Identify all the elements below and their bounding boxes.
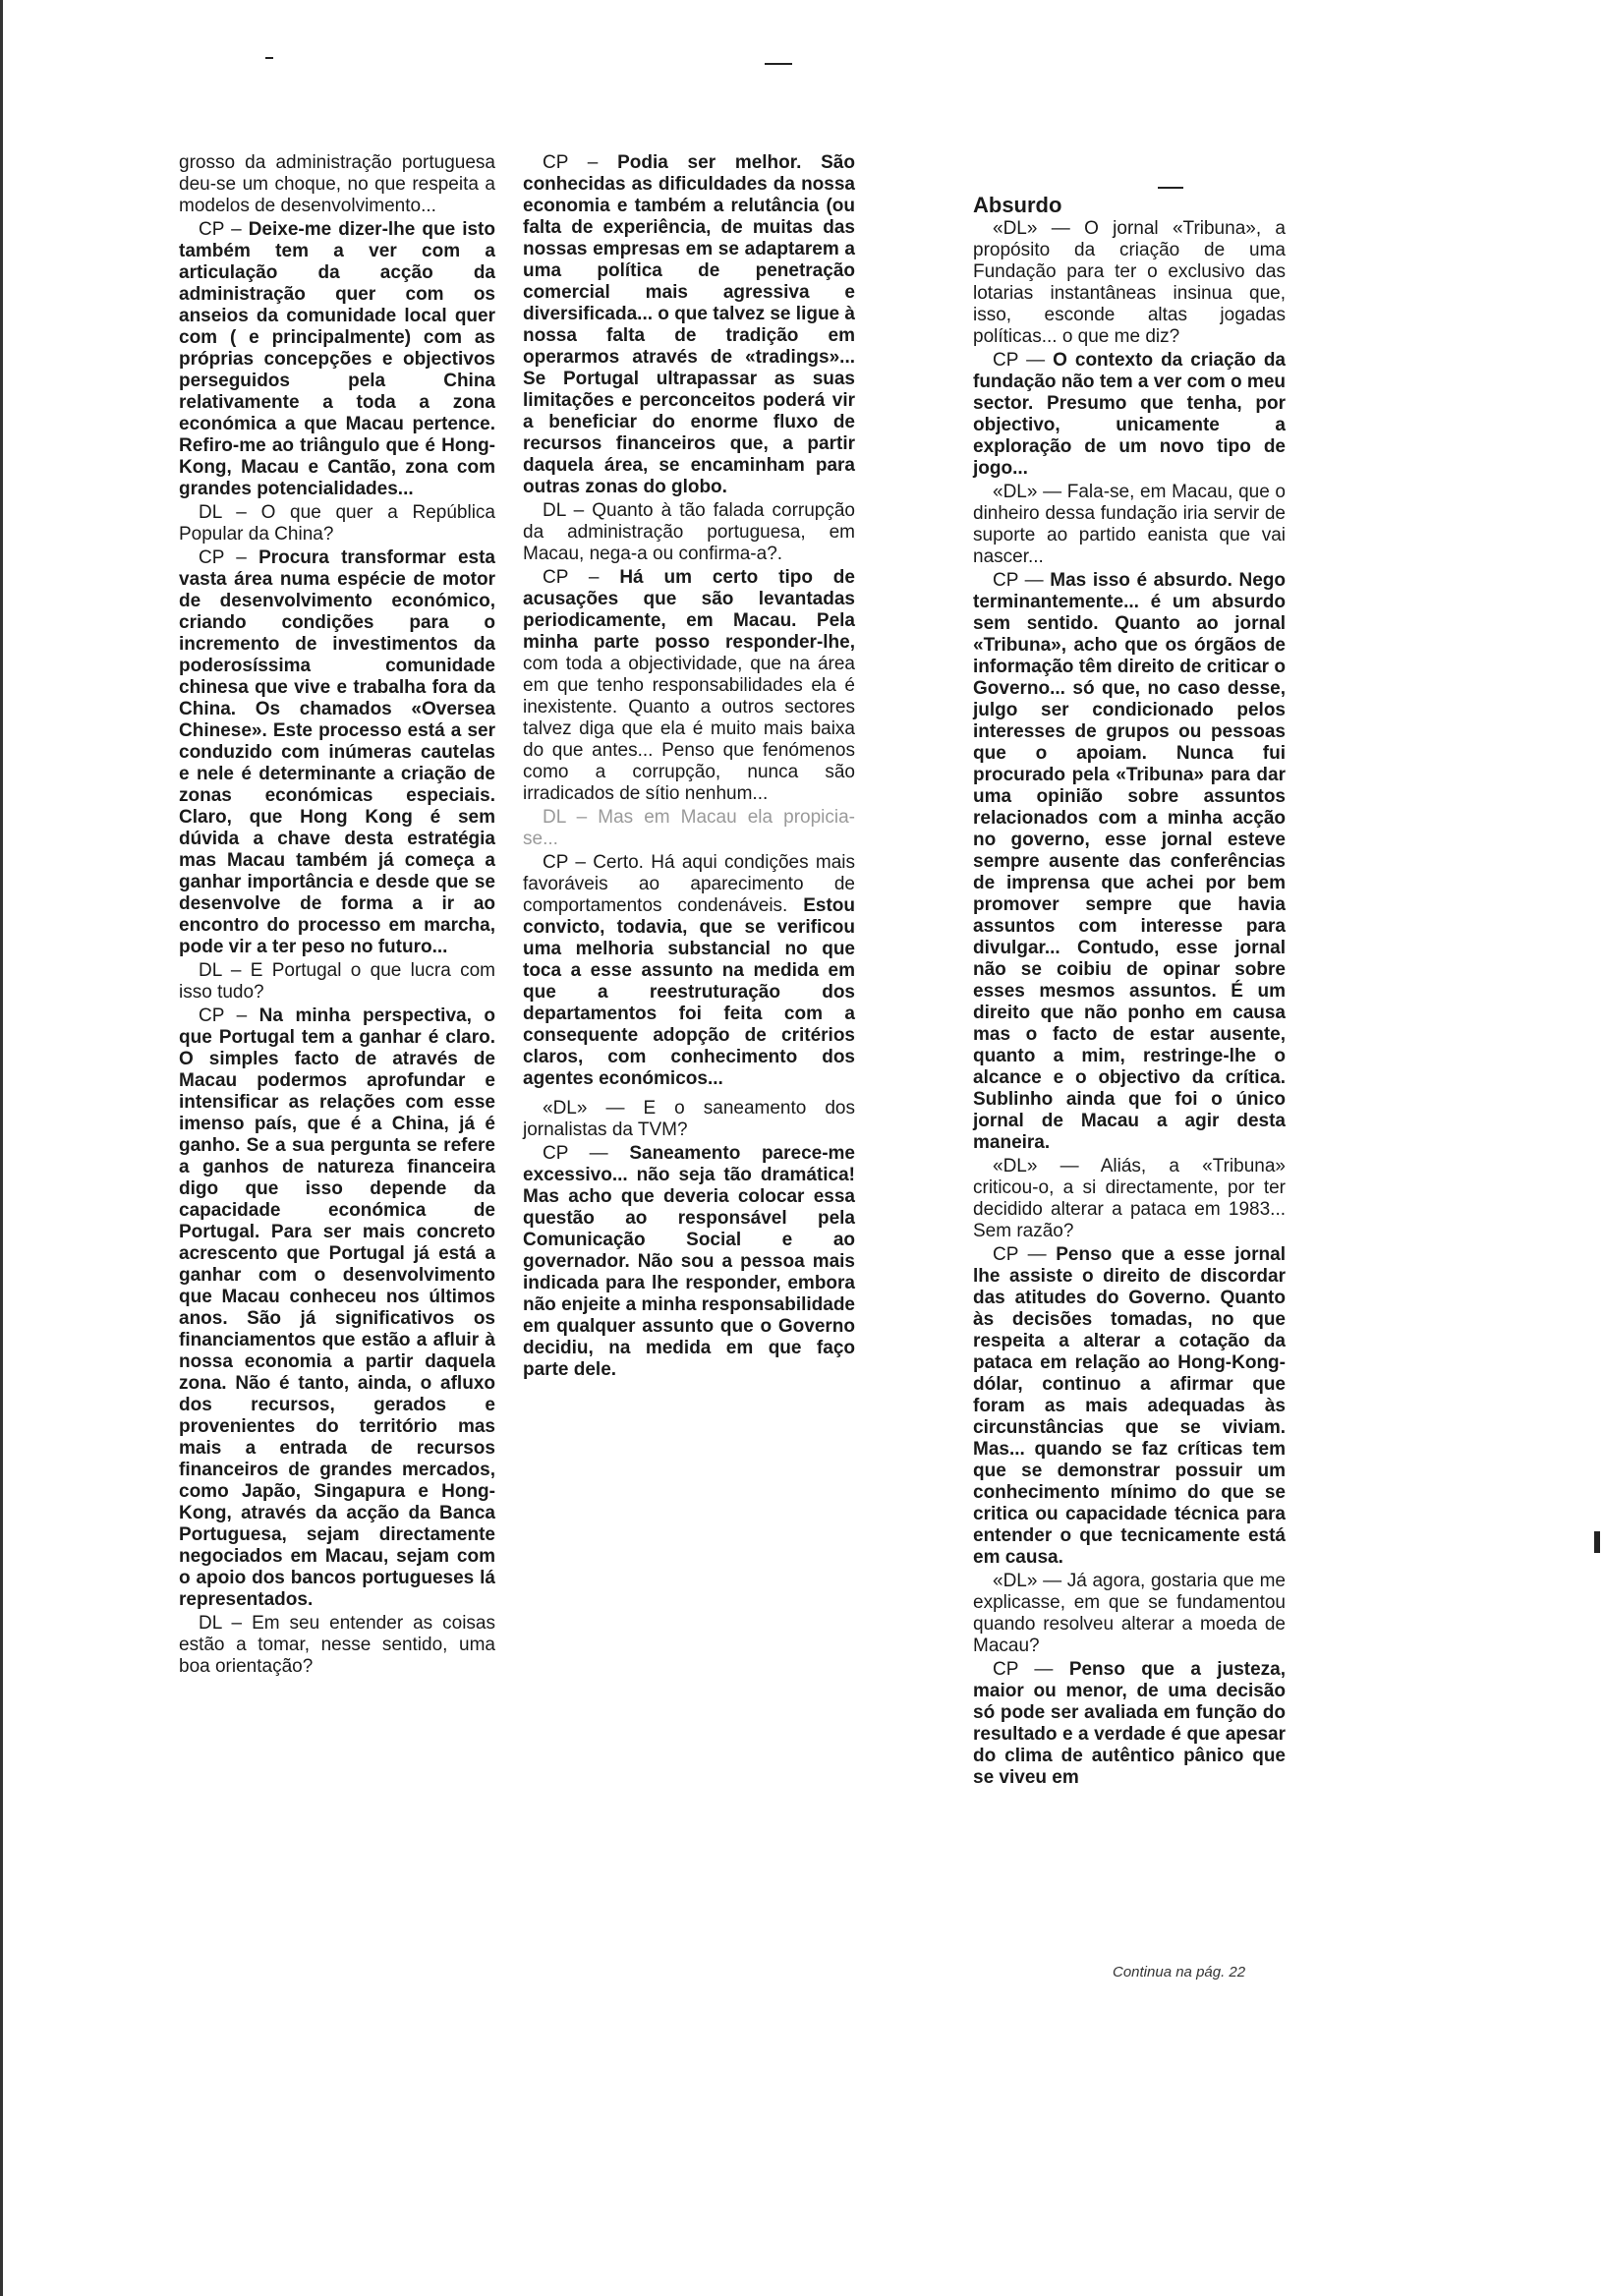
paragraph bbox=[523, 152, 855, 498]
article-column-3 bbox=[973, 195, 1286, 1791]
answer-text: com toda a objectividade, que na área em que tenho responsabilidades ela é inexistente. Quanto a outros sectores talvez diga que ela é muito mais baixa do que antes... Penso que fenómenos como a corrupção, nunca são irradicados de sítio nenhum... bbox=[523, 654, 855, 804]
question: «DL» — Já agora, gostaria que me explicasse, em que se fundamentou quando resolveu alterar a moeda de Macau? bbox=[973, 1571, 1286, 1656]
speaker-label: CP — bbox=[993, 350, 1054, 371]
paragraph bbox=[179, 547, 495, 958]
answer-text: Penso que a esse jornal lhe assiste o direito de discordar das atitudes do Governo. Quanto às decisões tomadas, no que respeita a alterar a cotação da pataca em relação ao Hong-Kong-dólar, continuo a afirmar que foram as mais adequadas às circunstâncias que se viviam. Mas... quando se faz críticas tem que se demonstrar possuir um conhecimento mínimo do que se critica ou capacidade técnica para entender o que tecnicamente está em causa. bbox=[973, 1244, 1286, 1568]
scan-edge bbox=[0, 0, 3, 2296]
continued-note: Continua na pág. 22 bbox=[1113, 1964, 1246, 1980]
answer-text: Penso que a justeza, maior ou menor, de uma decisão só pode ser avaliada em função do resultado e a verdade é que apesar do clima de autêntico pânico que se viveu em bbox=[973, 1659, 1286, 1788]
question: «DL» — Fala-se, em Macau, que o dinheiro dessa fundação iria servir de suporte ao partido eanista que vai nascer... bbox=[973, 482, 1286, 567]
speaker-label: CP – bbox=[543, 152, 618, 173]
answer-text: Deixe-me dizer-lhe que isto também tem a ver com a articulação da acção da administração quer com os anseios da comunidade local quer com ( e principalmente) com as próprias concepções e objectivos perseguidos pela China relativamente a toda a zona económica a que Macau pertence. Refiro-me ao triângulo que é Hong-Kong, Macau e Cantão, zona com grandes potencialidades... bbox=[179, 219, 495, 499]
speaker-label: CP — bbox=[993, 1659, 1069, 1680]
paragraph bbox=[973, 570, 1286, 1154]
speaker-label: CP – bbox=[199, 1005, 259, 1026]
answer-text: Mas isso é absurdo. Nego terminantemente... é um absurdo sem sentido. Quanto ao jornal «Tribuna», acho que os órgãos de informação têm direito de criticar o Governo... só que, no caso desse, julgo ser condicionado pelos interesses de grupos ou pessoas que o apoiam. Nunca fui procurado pela «Tribuna» para dar uma opinião sobre assuntos relacionados com a minha acção no governo, esse jornal esteve sempre ausente das conferências de imprensa que achei por bem promover sempre que havia assuntos com interesse para divulgar... Contudo, esse jornal não se coibiu de opinar sobre esses mesmos assuntos. É um direito que não ponho em causa mas o facto de estar ausente, quanto a mim, restringe-lhe o alcance e o objectivo da crítica. Sublinho ainda que foi o único jornal de Macau a agir desta maneira. bbox=[973, 570, 1286, 1153]
question: «DL» — E o saneamento dos jornalistas da TVM? bbox=[523, 1098, 855, 1140]
answer-text: Podia ser melhor. São conhecidas as dificuldades da nossa economia e também a relutância (ou falta de experiência, de muitas das nossas empresas em se adaptarem a uma política de penetração comercial mais agressiva e diversificada... o que talvez se ligue à nossa falta de tradição em operarmos através de «tradings»... Se Portugal ultrapassar as suas limitações e perconceitos poderá vir a beneficiar do enorme fluxo de recursos financeiros que, a partir daquela área, se encaminham para outras zonas do globo. bbox=[523, 152, 855, 497]
question: DL – E Portugal o que lucra com isso tudo? bbox=[179, 960, 495, 1003]
speaker-label: CP — bbox=[993, 570, 1051, 591]
paragraph bbox=[973, 1659, 1286, 1789]
speaker-label: CP — bbox=[543, 1143, 630, 1164]
answer-text: Saneamento parece-me excessivo... não seja tão dramática! Mas acho que deveria colocar essa questão ao responsável pela Comunicação Social e ao governador. Não sou a pessoa mais indicada para lhe responder, embora não enjeite a minha responsabilidade em qualquer assunto que o Governo decidiu, na medida em que faço parte dele. bbox=[523, 1143, 855, 1380]
paragraph bbox=[179, 1005, 495, 1611]
section-heading: Absurdo bbox=[973, 193, 1062, 217]
scan-speck bbox=[265, 57, 273, 59]
paragraph bbox=[973, 1244, 1286, 1569]
question: DL – Mas em Macau ela propicia-se... bbox=[523, 807, 855, 849]
paragraph bbox=[523, 567, 855, 805]
answer-text: Na minha perspectiva, o que Portugal tem a ganhar é claro. O simples facto de através de Macau podermos aprofundar e intensificar as relações com esse imenso país, que é a China, já é ganho. Se a sua pergunta se refere a ganhos de natureza financeira digo que isso depende da capacidade económica de Portugal. Para ser mais concreto acrescento que Portugal já está a ganhar com o desenvolvimento que Macau conheceu nos últimos anos. São já significativos os financiamentos que estão a afluir à nossa economia a partir daquela zona. Não é tanto, ainda, o afluxo dos recursos, gerados e provenientes do território mas mais a entrada de recursos financeiros de grandes mercados, como Japão, Singapura e Hong-Kong, através da acção da Banca Portuguesa, sejam directamente negociados em Macau, sejam com o apoio dos bancos portugueses lá representados. bbox=[179, 1005, 495, 1610]
question: «DL» — O jornal «Tribuna», a propósito da criação de uma Fundação para ter o exclusivo das lotarias instantâneas insinua que, isso, esconde altas jogadas políticas... o que me diz? bbox=[973, 218, 1286, 347]
paragraph bbox=[523, 852, 855, 1090]
answer-text: Procura transformar esta vasta área numa espécie de motor de desenvolvimento económico, criando condições para o incremento de investimentos da poderosíssima comunidade chinesa que vive e trabalha fora da China. Os chamados «Oversea Chinese». Este processo está a ser conduzido com inúmeras cautelas e nele é determinante a criação de zonas económicas especiais. Claro, que Hong Kong é sem dúvida a chave desta estratégia mas Macau também já começa a ganhar importância e desde que se desenvolve de forma a ir ao encontro do processo em marcha, pode vir a ter peso no futuro... bbox=[179, 547, 495, 957]
answer-text: Estou convicto, todavia, que se verificou uma melhoria substancial no que toca a esse assunto na medida em que a reestruturação dos departamentos foi feita com a consequente adopção de critérios claros, com conhecimento dos agentes económicos... bbox=[523, 895, 855, 1089]
paragraph bbox=[973, 350, 1286, 480]
answer-text: O contexto da criação da fundação não tem a ver com o meu sector. Presumo que tenha, por objectivo, unicamente a exploração de um novo tipo de jogo... bbox=[973, 350, 1287, 479]
speaker-label: CP — bbox=[993, 1244, 1057, 1265]
scan-speck bbox=[1594, 1531, 1600, 1553]
paragraph: grosso da administração portuguesa deu-se um choque, no que respeita a modelos de desenvolvimento... bbox=[179, 152, 495, 216]
question: «DL» — Aliás, a «Tribuna» criticou-o, a si directamente, por ter decidido alterar a pataca em 1983... Sem razão? bbox=[973, 1156, 1286, 1241]
scan-speck bbox=[765, 63, 792, 65]
paragraph bbox=[179, 219, 495, 500]
answer-text: Há um certo tipo de acusações que são levantadas periodicamente, em Macau. Pela minha parte posso responder-lhe, bbox=[523, 567, 855, 653]
speaker-label: CP – bbox=[543, 567, 620, 588]
article-column-1 bbox=[179, 152, 495, 1680]
paragraph bbox=[523, 1143, 855, 1381]
question: DL – O que quer a República Popular da China? bbox=[179, 502, 495, 545]
speaker-label: CP – bbox=[199, 547, 259, 568]
scan-speck bbox=[1158, 187, 1183, 189]
answer-text: CP – Certo. Há aqui condições mais favoráveis ao aparecimento de comportamentos condenáveis. bbox=[523, 852, 855, 916]
question: DL – Em seu entender as coisas estão a tomar, nesse sentido, uma boa orientação? bbox=[179, 1613, 495, 1677]
question: DL – Quanto à tão falada corrupção da administração portuguesa, em Macau, nega-a ou confirma-a?. bbox=[523, 500, 855, 564]
speaker-label: CP – bbox=[199, 219, 249, 240]
article-column-2 bbox=[523, 152, 855, 1383]
